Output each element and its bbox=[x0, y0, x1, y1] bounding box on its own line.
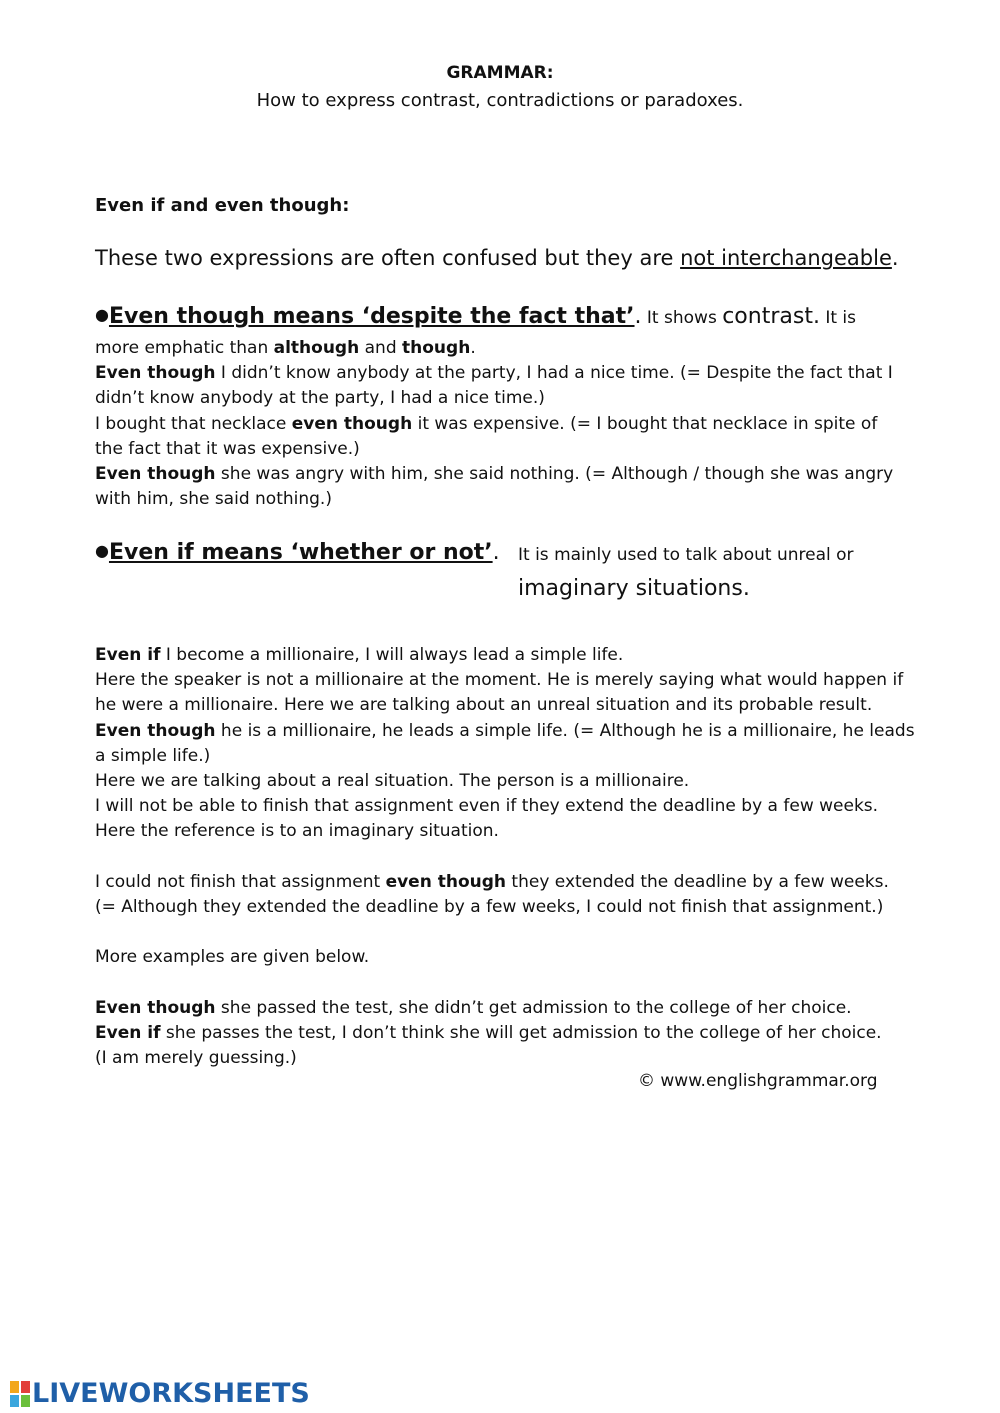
even-if-desc-1: It is mainly used to talk about unreal or bbox=[518, 545, 854, 565]
p7: I will not be able to finish that assignment even if they extend the deadline by a few weeks. bbox=[95, 796, 879, 817]
intro-end: . bbox=[891, 246, 899, 270]
example-1-cont: didn’t know anybody at the party, I had a nice time.) bbox=[95, 388, 545, 409]
q1: I could not finish that assignment even though they extended the deadline by a few weeks. bbox=[95, 871, 889, 892]
p6: Here we are talking about a real situation. The person is a millionaire. bbox=[95, 770, 690, 791]
even-though-heading: Even though means ‘despite the fact that’ bbox=[108, 304, 635, 329]
r2: Even if she passes the test, I don’t think she will get admission to the college of her choice. bbox=[95, 1022, 882, 1043]
more-examples: More examples are given below. bbox=[95, 947, 370, 968]
heading-end: . bbox=[634, 304, 642, 329]
copyright: © www.englishgrammar.org bbox=[638, 1071, 878, 1091]
blank-line bbox=[95, 920, 915, 945]
even-if-desc-2: imaginary situations. bbox=[518, 576, 750, 601]
example-2-cont: the fact that it was expensive.) bbox=[95, 438, 360, 459]
p4: Even though he is a millionaire, he leads a simple life. (= Although he is a millionaire, he leads bbox=[95, 720, 915, 741]
it-is-text: It is bbox=[819, 308, 857, 328]
even-if-heading-line bbox=[95, 540, 500, 565]
intro-text: These two expressions are often confused but they are bbox=[95, 246, 681, 270]
line-emphatic: more emphatic than although and though. bbox=[95, 338, 476, 358]
p8: Here the reference is to an imaginary situation. bbox=[95, 821, 499, 842]
heading-end: . bbox=[492, 540, 500, 565]
contrast-word: contrast. bbox=[722, 304, 820, 329]
r1: Even though she passed the test, she didn’t get admission to the college of her choice. bbox=[95, 997, 852, 1018]
section-heading: Even if and even though: bbox=[95, 195, 350, 216]
example-1: Even though I didn’t know anybody at the party, I had a nice time. (= Despite the fact that I bbox=[95, 363, 893, 384]
example-2: I bought that necklace even though it was expensive. (= I bought that necklace in spite of bbox=[95, 413, 878, 434]
p1: Even if I become a millionaire, I will always lead a simple life. bbox=[95, 645, 624, 665]
p5: a simple life.) bbox=[95, 745, 211, 766]
example-3-cont: with him, she said nothing.) bbox=[95, 489, 332, 510]
example-3: Even though she was angry with him, she said nothing. (= Although / though she was angry bbox=[95, 463, 894, 484]
p2: Here the speaker is not a millionaire at the moment. He is merely saying what would happen if bbox=[95, 670, 904, 691]
even-though-examples bbox=[95, 336, 893, 512]
blank-line bbox=[95, 845, 915, 870]
intro-paragraph bbox=[95, 246, 899, 270]
blank-line bbox=[95, 970, 915, 995]
even-if-heading: Even if means ‘whether or not’ bbox=[108, 540, 493, 565]
p3: he were a millionaire. Here we are talking about an unreal situation and its probable result. bbox=[95, 695, 873, 716]
liveworksheets-logo[interactable]: LIVEWORKSHEETS bbox=[32, 1378, 310, 1409]
page-subtitle: How to express contrast, contradictions or paradoxes. bbox=[256, 90, 744, 111]
page-title: GRAMMAR: bbox=[446, 63, 554, 83]
even-though-heading-line bbox=[95, 304, 856, 329]
intro-underlined: not interchangeable bbox=[680, 246, 892, 270]
bullet-icon: ● bbox=[95, 305, 109, 324]
shows-text: It shows bbox=[641, 308, 723, 328]
q2: (= Although they extended the deadline by a few weeks, I could not finish that assignment.) bbox=[95, 896, 884, 917]
liveworksheets-logo-icon bbox=[10, 1381, 30, 1407]
even-if-examples bbox=[95, 643, 915, 1071]
bullet-icon: ● bbox=[95, 541, 109, 560]
r3: (I am merely guessing.) bbox=[95, 1048, 297, 1068]
